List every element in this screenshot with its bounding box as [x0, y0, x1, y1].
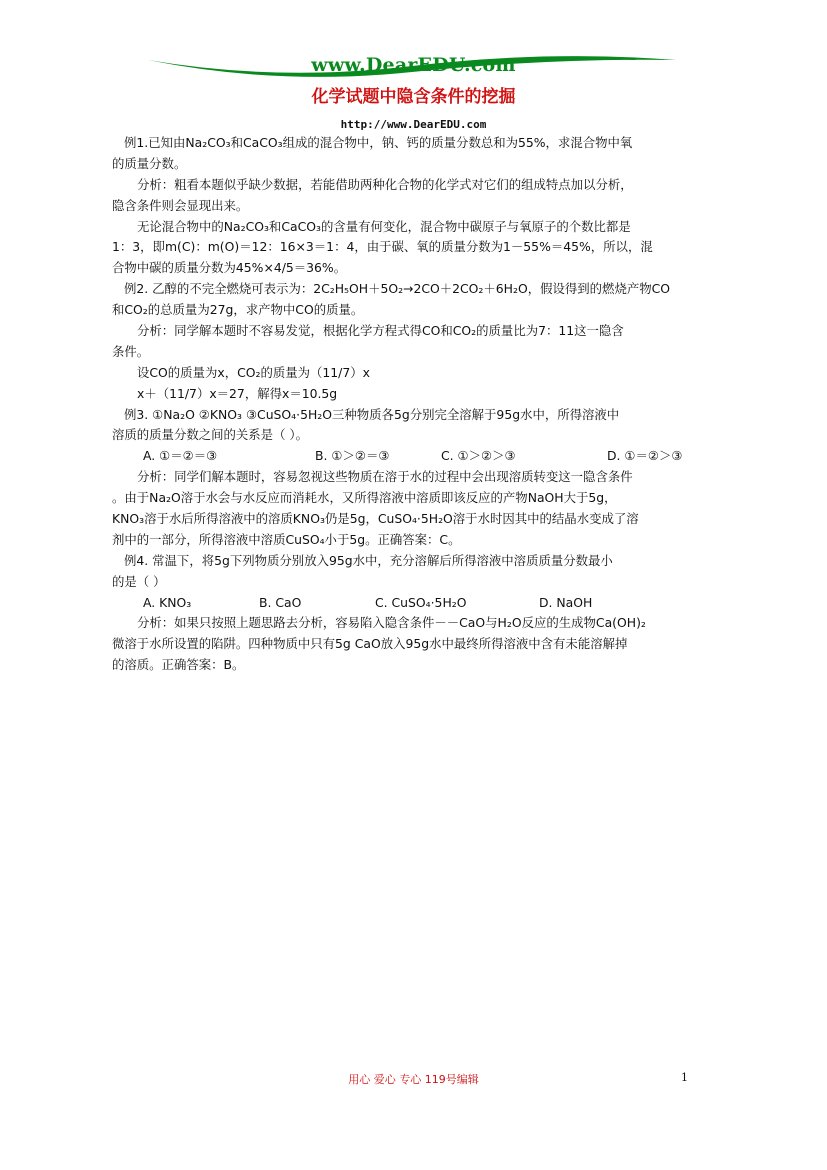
article-body	[112, 133, 718, 676]
text-line: 和CO₂的总质量为27g，求产物中CO的质量。	[112, 302, 364, 318]
text-line: 微溶于水所设置的陷阱。四种物质中只有5g CaO放入95g水中最终所得溶液中含有未能溶解掉	[112, 636, 628, 652]
option-d: D. ①＝②＞③	[607, 448, 683, 464]
text-line: 例1.已知由Na₂CO₃和CaCO₃组成的混合物中，钠、钙的质量分数总和为55%，求混合物中氧	[124, 135, 633, 150]
text-line: KNO₃溶于水后所得溶液中的溶质KNO₃仍是5g，CuSO₄·5H₂O溶于水时因其中的结晶水变成了溶	[112, 511, 639, 527]
text-line: 分析：同学解本题时不容易发觉，根据化学方程式得CO和CO₂的质量比为7：11这一隐含	[137, 323, 624, 339]
text-line: 的质量分数。	[112, 155, 187, 171]
text-line: 合物中碳的质量分数为45%×4/5＝36%。	[112, 260, 347, 276]
text-line: 。由于Na₂O溶于水会与水反应而消耗水，又所得溶液中溶质即该反应的产物NaOH大于5g，	[112, 490, 617, 506]
text-line: 分析：粗看本题似乎缺少数据，若能借助两种化合物的化学式对它们的组成特点加以分析，	[137, 176, 633, 192]
text-line: 设CO的质量为x，CO₂的质量为（11/7）x	[137, 364, 370, 380]
text-line: 1：3，即m(C)：m(O)＝12：16×3＝1：4，由于碳、氧的质量分数为1－55%＝45%，所以，混	[112, 239, 653, 255]
banner-site-name[interactable]: www.DearEDU.com	[311, 54, 516, 76]
text-line: 例3. ①Na₂O ②KNO₃ ③CuSO₄·5H₂O三种物质各5g分别完全溶解于95g水中，所得溶液中	[124, 406, 620, 422]
option-b: B. CaO	[259, 594, 302, 610]
text-line: 隐含条件则会显现出来。	[112, 197, 249, 213]
text-line: 例4. 常温下，将5g下列物质分别放入95g水中，充分溶解后所得溶液中溶质质量分数最小	[124, 552, 613, 568]
option-c: C. CuSO₄·5H₂O	[375, 594, 467, 610]
option-a: A. KNO₃	[143, 594, 192, 610]
text-line: 剂中的一部分，所得溶液中溶质CuSO₄小于5g。正确答案：C。	[112, 531, 461, 547]
text-line: 条件。	[112, 343, 150, 359]
page-number: 1	[681, 1071, 688, 1084]
page-title: 化学试题中隐含条件的挖掘	[311, 87, 516, 107]
text-line: 无论混合物中的Na₂CO₃和CaCO₃的含量有何变化，混合物中碳原子与氧原子的个数比都是	[137, 218, 631, 234]
option-c: C. ①＞②＞③	[441, 448, 516, 464]
footer-note: 用心 爱心 专心 119号编辑	[348, 1073, 479, 1086]
text-line: 的是（ ）	[112, 573, 166, 589]
text-line: 分析：如果只按照上题思路去分析，容易陷入隐含条件－－CaO与H₂O反应的生成物Ca(OH)₂	[137, 615, 646, 631]
option-a: A. ①＝②＝③	[143, 448, 218, 464]
text-line: 分析：同学们解本题时，容易忽视这些物质在溶于水的过程中会出现溶质转变这一隐含条件	[137, 469, 633, 485]
example4-options	[112, 593, 718, 614]
option-d: D. NaOH	[539, 594, 593, 610]
option-b: B. ①＞②＝③	[315, 448, 390, 464]
text-line: 溶质的质量分数之间的关系是（ ）。	[112, 427, 308, 443]
text-line: 的溶质。正确答案：B。	[112, 657, 245, 673]
text-line: 例2. 乙醇的不完全燃烧可表示为：2C₂H₅OH＋5O₂→2CO＋2CO₂＋6H₂O，假设得到的燃烧产物CO	[124, 281, 671, 297]
text-line: x＋（11/7）x＝27，解得x＝10.5g	[137, 385, 338, 401]
site-url-link[interactable]: http://www.DearEDU.com	[340, 118, 487, 131]
example3-options	[112, 446, 718, 467]
